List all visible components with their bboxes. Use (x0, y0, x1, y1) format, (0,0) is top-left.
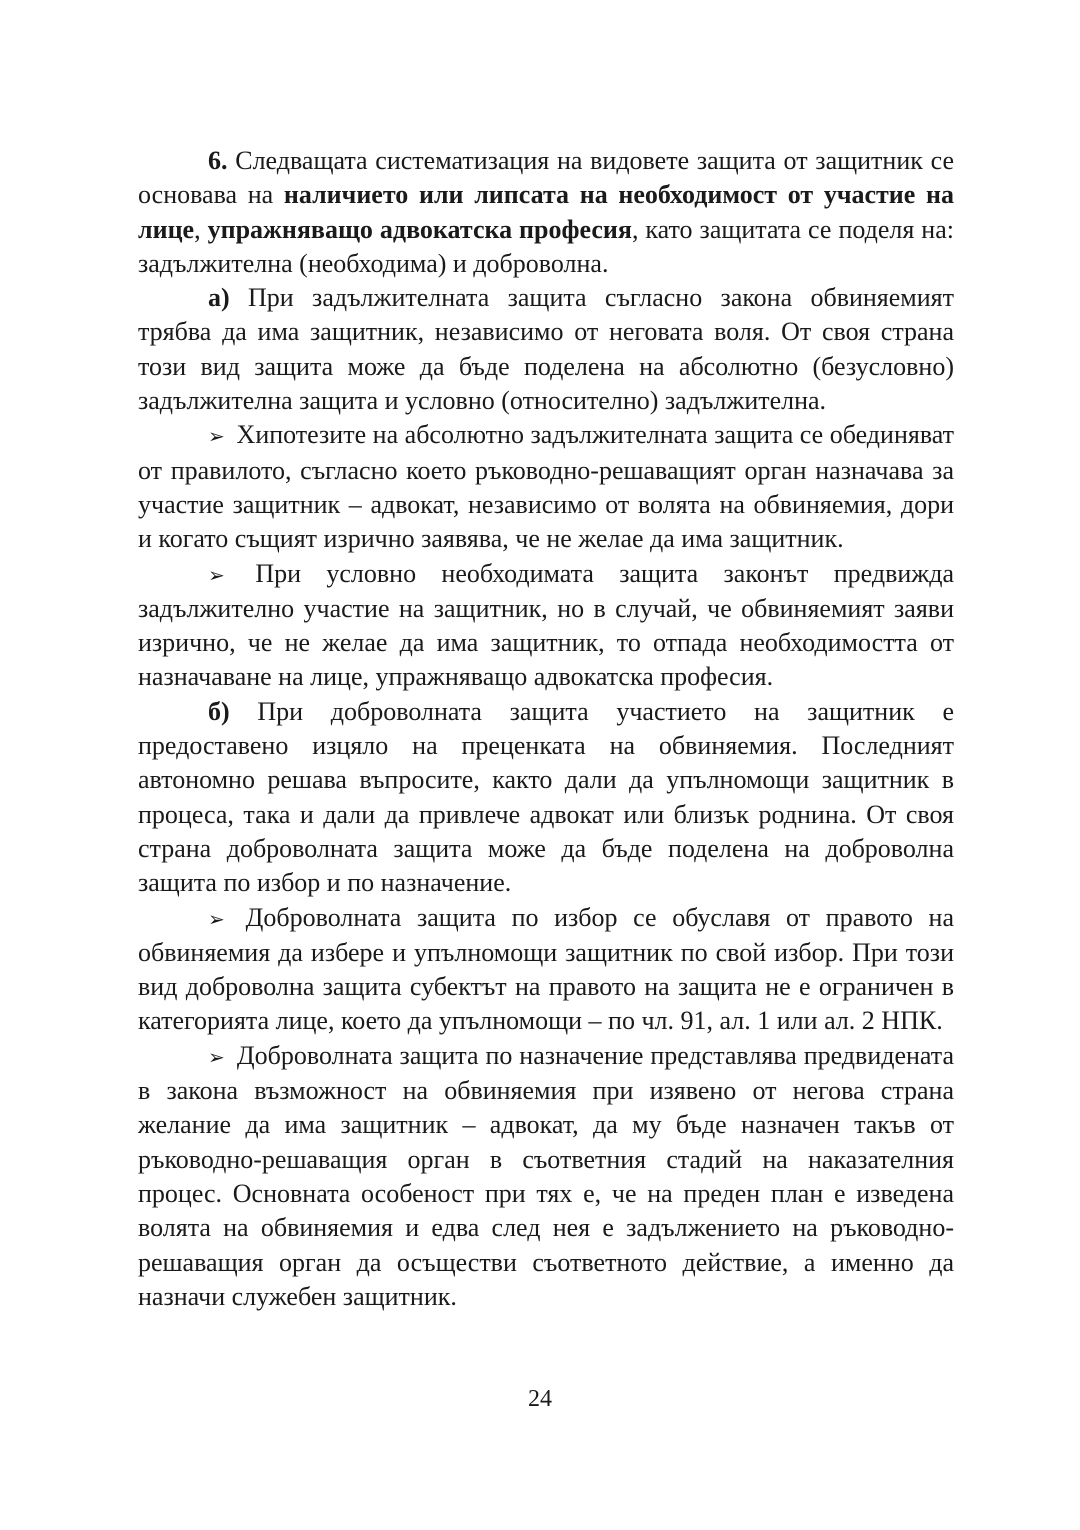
paragraph-text: При доброволната защита участието на защитник е предоставено изцяло на преценката на обвиняемия. Последният автономно решава въпросите, както дали да упълномощи защитник в процеса, така и дали да привлече адвокат или близък роднина. От своя страна доброволната защита може да бъде поделена на доброволна защита по избор и по назначение. (138, 696, 954, 898)
subsection-label: б) (208, 696, 230, 726)
bullet-conditional-mandatory (138, 557, 954, 695)
bullet-absolute-mandatory (138, 418, 954, 556)
paragraph-text: , като защитата се поделя на: задължителна (необходима) и доброволна. (138, 214, 954, 278)
arrow-bullet-icon: ➢ (208, 424, 225, 449)
paragraph-text: Хипотезите на абсолютно задължителната защита се обединяват от правилото, съгласно което ръководно-решаващият орган назначава за участие защитник – адвокат, независимо от волята на обвиняемия, дори и когато същият изрично заявява, че не желае да има защитник. (138, 420, 954, 554)
paragraph-6 (138, 144, 954, 281)
subsection-label: а) (208, 283, 230, 313)
arrow-bullet-icon: ➢ (208, 906, 225, 931)
bullet-voluntary-by-appointment (138, 1039, 954, 1314)
emphasis-text: упражняващо адвокатска професия (207, 214, 632, 244)
paragraph-text: Доброволната защита по избор се обуславя от правото на обвиняемия да избере и упълномощи защитник по свой избор. При този вид доброволна защита субектът на правото на защита не е ограничен в категорията лице, което да упълномощи – по чл. 91, ал. 1 или ал. 2 НПК. (138, 902, 954, 1036)
paragraph-text: Следващата систематизация на видовете защита от защитник се основава на (138, 146, 954, 210)
paragraph-text: При задължителната защита съгласно закона обвиняемият трябва да има защитник, независимо от неговата воля. От своя страна този вид защита може да бъде поделена на абсолютно (безусловно) задължителна защита и условно (относително) задължителна. (138, 283, 954, 416)
paragraph-text: Доброволната защита по назначение представлява предвидената в закона възможност на обвиняемия при изявено от негова страна желание да има защитник – адвокат, да му бъде назначен такъв от ръководно-решаващия орган в съответния стадий на наказателния процес. Основната особеност при тях е, че на преден план е изведена волята на обвиняемия и едва след нея е задължението на ръководно-решаващия орган да осъществи съответното действие, а именно да назначи служебен защитник. (138, 1040, 954, 1311)
emphasis-text: наличието или липсата на необходимост от участие на лице (138, 180, 954, 244)
document-body (138, 144, 954, 1314)
page-number: 24 (528, 1386, 552, 1412)
paragraph-text: , (194, 214, 208, 244)
paragraph-b (138, 695, 954, 901)
bullet-voluntary-by-choice (138, 901, 954, 1039)
paragraph-a (138, 281, 954, 418)
arrow-bullet-icon: ➢ (208, 562, 225, 587)
arrow-bullet-icon: ➢ (208, 1044, 225, 1069)
section-number: 6. (208, 146, 228, 175)
paragraph-text: При условно необходимата защита законът предвижда задължително участие на защитник, но в случай, че обвиняемият заяви изрично, че не желае да има защитник, то отпада необходимостта от назначаване на лице, упражняващо адвокатска професия. (138, 558, 954, 692)
